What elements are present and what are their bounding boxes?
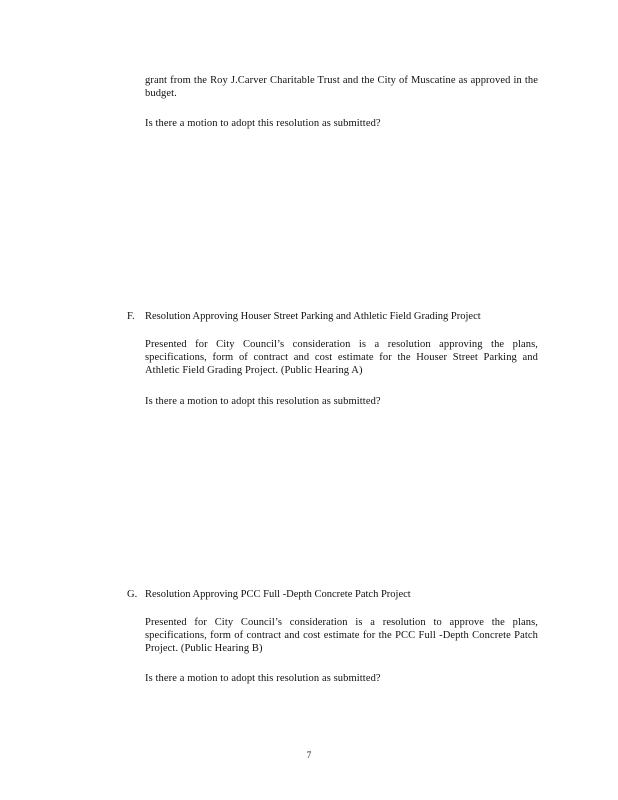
agenda-item-f-motion-question: Is there a motion to adopt this resolution as submitted? <box>145 396 381 407</box>
agenda-item-g-body: Presented for City Council’s consideration is a resolution to approve the plans, specifications, form of contract and cost estimate for the PCC Full -Depth Concrete Patch Project. (Public Hearing B) <box>145 617 538 654</box>
agenda-item-g-letter: G. <box>127 589 138 600</box>
agenda-item-g-title: Resolution Approving PCC Full -Depth Concrete Patch Project <box>145 589 411 600</box>
agenda-item-f-body: Presented for City Council’s consideration is a resolution approving the plans, specifications, form of contract and cost estimate for the Houser Street Parking and Athletic Field Grading Project. (Public Hearing A) <box>145 339 538 376</box>
continuation-paragraph: grant from the Roy J.Carver Charitable Trust and the City of Muscatine as approved in the budget. <box>145 75 538 99</box>
agenda-item-g-motion-question: Is there a motion to adopt this resolution as submitted? <box>145 673 381 684</box>
continuation-motion-question: Is there a motion to adopt this resolution as submitted? <box>145 118 381 129</box>
agenda-item-f-heading <box>127 310 547 323</box>
page-number: 7 <box>306 750 312 760</box>
agenda-item-f-title: Resolution Approving Houser Street Parking and Athletic Field Grading Project <box>145 311 481 322</box>
agenda-item-g-heading <box>127 588 547 601</box>
agenda-item-f-letter: F. <box>127 311 135 322</box>
